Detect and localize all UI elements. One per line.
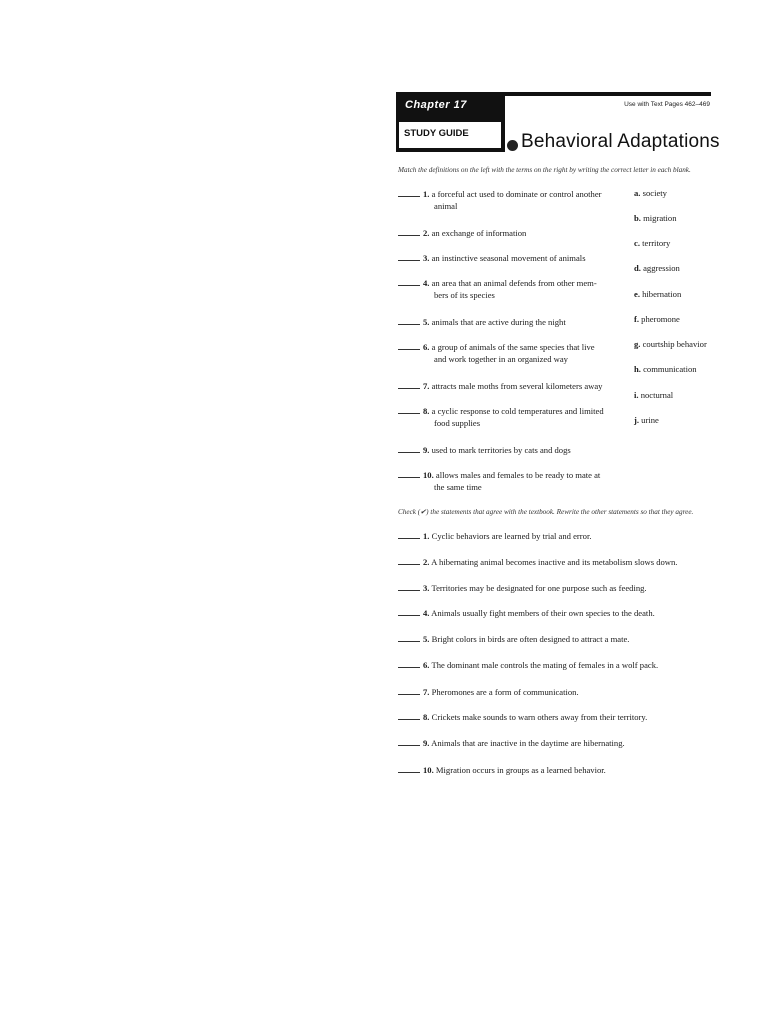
statement-text: Cyclic behaviors are learned by trial and error. <box>431 531 592 541</box>
term-option <box>634 188 667 198</box>
definition-text: used to mark territories by cats and dogs <box>431 445 571 455</box>
statement-text: The dominant male controls the mating of females in a wolf pack. <box>431 660 659 670</box>
item-number: 4. <box>423 278 430 288</box>
item-number: 8. <box>423 712 430 722</box>
term-option <box>634 339 707 349</box>
match-item <box>398 405 608 429</box>
item-number: 6. <box>423 342 430 352</box>
item-number: 3. <box>423 583 430 593</box>
check-blank[interactable] <box>398 556 420 565</box>
truefalse-instructions: Check (✔) the statements that agree with the textbook. Rewrite the other statements so that they agree. <box>398 508 694 516</box>
item-number: 1. <box>423 189 430 199</box>
term-text: pheromone <box>641 314 680 324</box>
answer-blank[interactable] <box>398 227 420 236</box>
match-item <box>398 252 608 264</box>
statement-item <box>398 530 728 541</box>
term-letter: d. <box>634 263 641 273</box>
statement-item <box>398 607 728 618</box>
answer-blank[interactable] <box>398 444 420 453</box>
chapter-label: Chapter 17 <box>396 92 505 119</box>
definition-text-cont: food supplies <box>434 418 481 428</box>
item-number: 6. <box>423 660 430 670</box>
definition-text-cont: bers of its species <box>434 290 495 300</box>
definition-text-cont: and work together in an organized way <box>434 354 568 364</box>
definition-text: an exchange of information <box>431 228 527 238</box>
statement-item <box>398 764 728 775</box>
check-blank[interactable] <box>398 607 420 616</box>
term-letter: f. <box>634 314 640 324</box>
statement-text: Territories may be designated for one purpose such as feeding. <box>431 583 647 593</box>
item-number: 3. <box>423 253 430 263</box>
item-number: 4. <box>423 608 430 618</box>
term-letter: j. <box>634 415 640 425</box>
answer-blank[interactable] <box>398 277 420 286</box>
term-text: hibernation <box>642 289 682 299</box>
statement-item <box>398 711 728 722</box>
item-number: 7. <box>423 687 430 697</box>
term-option <box>634 364 697 374</box>
statement-text: Animals usually fight members of their own species to the death. <box>431 608 655 618</box>
definition-text: attracts male moths from several kilometers away <box>431 381 603 391</box>
check-blank[interactable] <box>398 711 420 720</box>
term-text: territory <box>642 238 671 248</box>
statement-text: Bright colors in birds are often designed to attract a mate. <box>431 634 630 644</box>
item-number: 5. <box>423 317 430 327</box>
match-item <box>398 316 608 328</box>
statement-item <box>398 659 728 670</box>
match-item <box>398 277 608 301</box>
item-number: 7. <box>423 381 430 391</box>
statement-text: Crickets make sounds to warn others away from their territory. <box>431 712 648 722</box>
term-letter: e. <box>634 289 640 299</box>
match-item <box>398 380 608 392</box>
term-option <box>634 390 673 400</box>
item-number: 2. <box>423 557 430 567</box>
statement-text: A hibernating animal becomes inactive and its metabolism slows down. <box>431 557 678 567</box>
definition-text: a cyclic response to cold temperatures and limited <box>431 406 604 416</box>
term-text: nocturnal <box>640 390 674 400</box>
match-item <box>398 444 608 456</box>
statement-item <box>398 556 728 567</box>
answer-blank[interactable] <box>398 316 420 325</box>
term-text: urine <box>641 415 659 425</box>
match-item <box>398 227 608 239</box>
item-number: 2. <box>423 228 430 238</box>
term-text: aggression <box>643 263 680 273</box>
definition-text: a forceful act used to dominate or control another <box>431 189 602 199</box>
answer-blank[interactable] <box>398 469 420 478</box>
check-blank[interactable] <box>398 659 420 668</box>
statement-text: Pheromones are a form of communication. <box>431 687 579 697</box>
item-number: 8. <box>423 406 430 416</box>
term-option <box>634 263 680 273</box>
study-guide-label: STUDY GUIDE <box>399 122 501 148</box>
check-blank[interactable] <box>398 530 420 539</box>
answer-blank[interactable] <box>398 252 420 261</box>
definition-text: an instinctive seasonal movement of animals <box>431 253 586 263</box>
term-text: migration <box>643 213 677 223</box>
term-option <box>634 289 681 299</box>
term-option <box>634 213 677 223</box>
term-option <box>634 415 659 425</box>
page-title: Behavioral Adaptations <box>521 131 720 152</box>
item-number: 9. <box>423 738 430 748</box>
term-letter: h. <box>634 364 641 374</box>
item-number: 10. <box>423 765 434 775</box>
item-number: 10. <box>423 470 434 480</box>
check-blank[interactable] <box>398 764 420 773</box>
definition-text: a group of animals of the same species that live <box>431 342 595 352</box>
check-blank[interactable] <box>398 582 420 591</box>
match-item <box>398 469 608 493</box>
statement-item <box>398 737 728 748</box>
term-letter: a. <box>634 188 641 198</box>
term-letter: c. <box>634 238 640 248</box>
statement-item <box>398 633 728 644</box>
definition-text-cont: animal <box>434 201 458 211</box>
bullet-icon <box>507 140 518 151</box>
statement-item <box>398 686 728 697</box>
term-option <box>634 238 670 248</box>
item-number: 9. <box>423 445 430 455</box>
answer-blank[interactable] <box>398 405 420 414</box>
match-item <box>398 341 608 365</box>
text-pages-note: Use with Text Pages 462–469 <box>624 101 710 108</box>
answer-blank[interactable] <box>398 380 420 389</box>
term-text: courtship behavior <box>642 339 707 349</box>
statement-item <box>398 582 728 593</box>
definition-text: an area that an animal defends from other mem- <box>431 278 597 288</box>
check-blank[interactable] <box>398 686 420 695</box>
answer-blank[interactable] <box>398 188 420 197</box>
statement-text: Migration occurs in groups as a learned behavior. <box>435 765 606 775</box>
match-item <box>398 188 608 212</box>
term-letter: g. <box>634 339 641 349</box>
item-number: 5. <box>423 634 430 644</box>
matching-instructions: Match the definitions on the left with the terms on the right by writing the correct letter in each blank. <box>398 166 691 174</box>
definition-text: animals that are active during the night <box>431 317 566 327</box>
answer-blank[interactable] <box>398 341 420 350</box>
term-text: communication <box>643 364 697 374</box>
check-blank[interactable] <box>398 737 420 746</box>
term-text: society <box>642 188 667 198</box>
term-letter: i. <box>634 390 639 400</box>
check-blank[interactable] <box>398 633 420 642</box>
definition-text-cont: the same time <box>434 482 482 492</box>
term-letter: b. <box>634 213 641 223</box>
definition-text: allows males and females to be ready to mate at <box>435 470 601 480</box>
statement-text: Animals that are inactive in the daytime are hibernating. <box>431 738 625 748</box>
term-option <box>634 314 680 324</box>
item-number: 1. <box>423 531 430 541</box>
